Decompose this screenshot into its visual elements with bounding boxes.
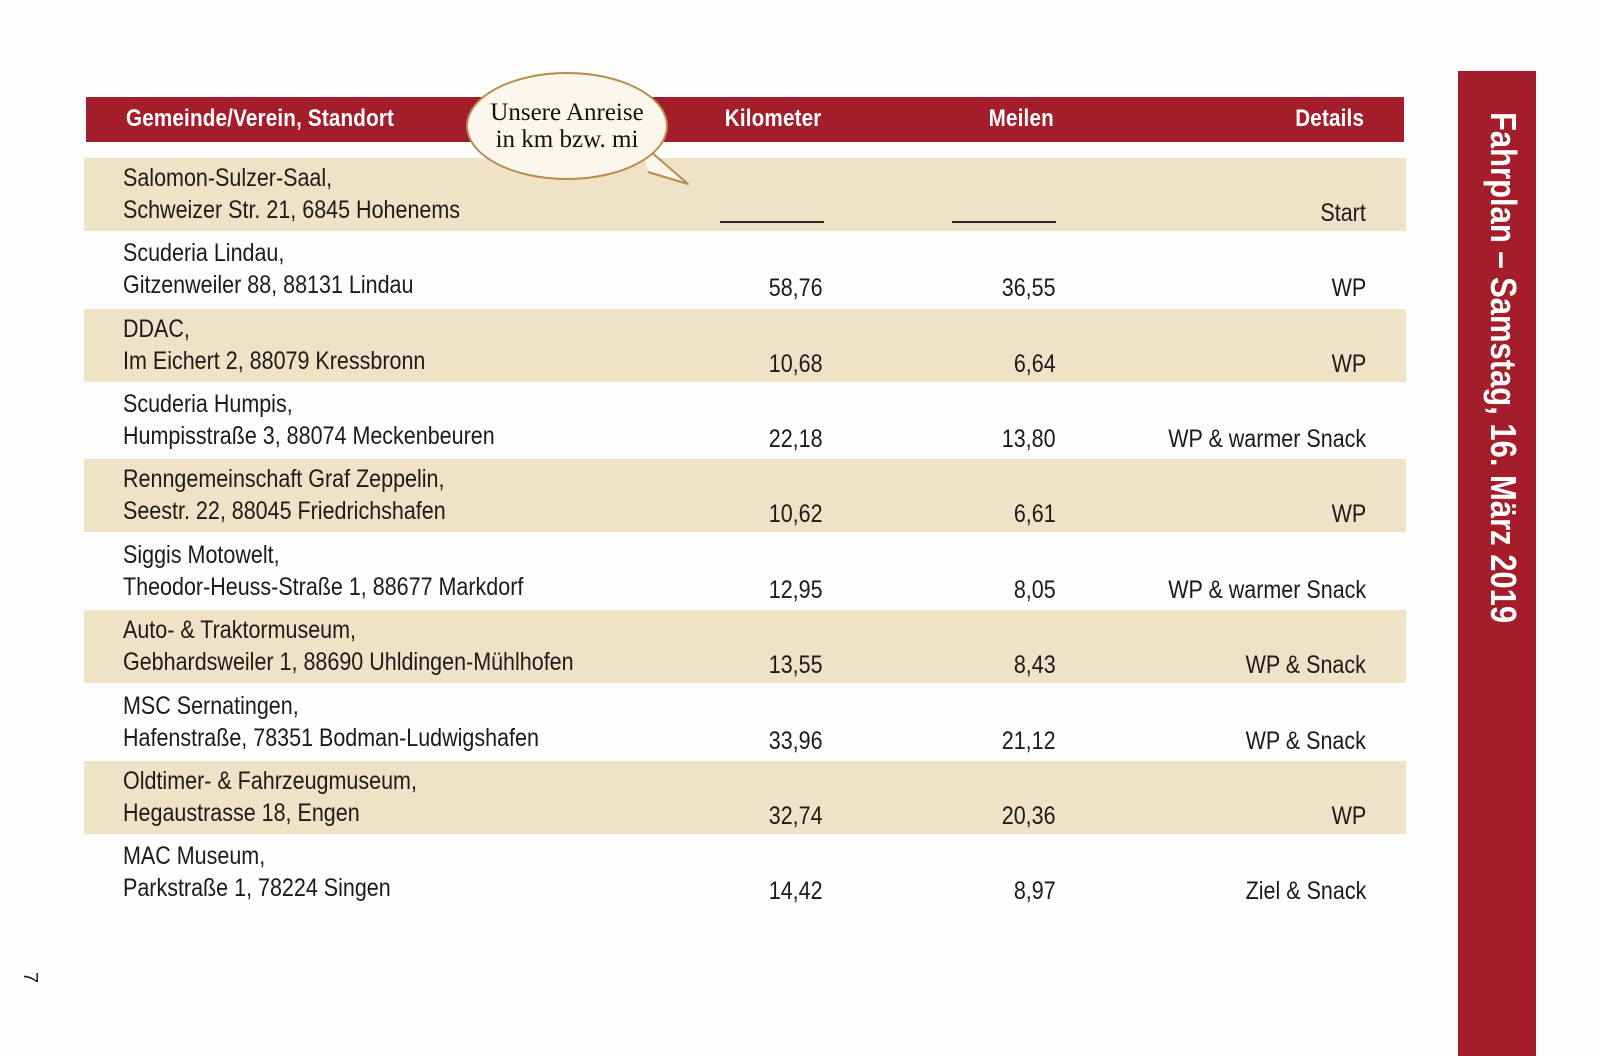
location-address: Humpisstraße 3, 88074 Meckenbeuren: [123, 422, 495, 450]
table-row: [84, 158, 1406, 231]
location-cell: [123, 690, 539, 754]
location-address: Im Eichert 2, 88079 Kressbronn: [123, 347, 426, 375]
details-cell: WP: [1331, 350, 1366, 378]
kilometer-cell: 22,18: [769, 425, 823, 453]
blank-kilometer-line: [720, 221, 824, 223]
kilometer-cell: 33,96: [769, 727, 823, 755]
details-cell: WP & warmer Snack: [1168, 425, 1366, 453]
kilometer-cell: 58,76: [769, 274, 823, 302]
table-header: [86, 97, 1404, 142]
header-details: Details: [1295, 105, 1364, 132]
table-row: [84, 459, 1406, 532]
location-address: Theodor-Heuss-Straße 1, 88677 Markdorf: [123, 573, 524, 601]
location-name: Oldtimer- & Fahrzeugmuseum,: [123, 767, 417, 795]
location-address: Schweizer Str. 21, 6845 Hohenems: [123, 196, 461, 224]
location-name: Salomon-Sulzer-Saal,: [123, 164, 333, 192]
location-cell: [123, 313, 425, 377]
miles-cell: 8,97: [1014, 877, 1056, 905]
location-cell: [123, 840, 391, 904]
kilometer-cell: 13,55: [769, 651, 823, 679]
details-cell: WP: [1331, 802, 1366, 830]
location-name: MSC Sernatingen,: [123, 692, 299, 720]
table-row: [84, 535, 1406, 608]
miles-cell: 20,36: [1002, 802, 1056, 830]
miles-cell: 8,43: [1014, 651, 1056, 679]
table-row: [84, 686, 1406, 759]
table-row: [84, 761, 1406, 834]
location-name: Scuderia Humpis,: [123, 390, 293, 418]
miles-cell: 21,12: [1002, 727, 1056, 755]
location-address: Hafenstraße, 78351 Bodman-Ludwigshafen: [123, 724, 539, 752]
details-cell: Ziel & Snack: [1245, 877, 1366, 905]
details-cell: WP & warmer Snack: [1168, 576, 1366, 604]
header-location: Gemeinde/Verein, Standort: [126, 105, 395, 132]
kilometer-cell: 32,74: [769, 802, 823, 830]
location-cell: [123, 765, 417, 829]
bubble-line-2: in km bzw. mi: [495, 126, 639, 153]
table-row: [84, 309, 1406, 382]
table-row: [84, 836, 1406, 909]
details-cell: WP & Snack: [1245, 651, 1366, 679]
miles-cell: 36,55: [1002, 274, 1056, 302]
details-cell: WP: [1331, 500, 1366, 528]
miles-cell: 13,80: [1002, 425, 1056, 453]
location-cell: [123, 539, 523, 603]
table-row: [84, 233, 1406, 306]
location-name: Siggis Motowelt,: [123, 541, 280, 569]
location-name: Auto- & Traktormuseum,: [123, 616, 357, 644]
location-cell: [123, 237, 413, 301]
page-number: 7: [19, 971, 42, 984]
location-address: Seestr. 22, 88045 Friedrichshafen: [123, 497, 446, 525]
details-cell: Start: [1320, 199, 1366, 227]
location-cell: [123, 463, 446, 527]
speech-bubble: [466, 72, 668, 180]
location-address: Gitzenweiler 88, 88131 Lindau: [123, 271, 414, 299]
location-address: Hegaustrasse 18, Engen: [123, 799, 360, 827]
kilometer-cell: 14,42: [769, 877, 823, 905]
location-cell: [123, 162, 460, 226]
header-kilometer: Kilometer: [724, 105, 821, 132]
side-title: Fahrplan – Samstag, 16. März 2019: [1483, 112, 1524, 624]
location-name: DDAC,: [123, 315, 190, 343]
kilometer-cell: 10,62: [769, 500, 823, 528]
table-row: [84, 384, 1406, 457]
location-address: Gebhardsweiler 1, 88690 Uhldingen-Mühlhofen: [123, 648, 574, 676]
details-cell: WP & Snack: [1245, 727, 1366, 755]
blank-miles-line: [952, 221, 1056, 223]
miles-cell: 8,05: [1014, 576, 1056, 604]
header-miles: Meilen: [988, 105, 1054, 132]
bubble-line-1: Unsere Anreise: [490, 99, 644, 126]
location-name: Renngemeinschaft Graf Zeppelin,: [123, 465, 445, 493]
table-row: [84, 610, 1406, 683]
details-cell: WP: [1331, 274, 1366, 302]
location-cell: [123, 614, 574, 678]
kilometer-cell: 10,68: [769, 350, 823, 378]
location-name: Scuderia Lindau,: [123, 239, 285, 267]
miles-cell: 6,61: [1014, 500, 1056, 528]
kilometer-cell: 12,95: [769, 576, 823, 604]
location-cell: [123, 388, 495, 452]
location-address: Parkstraße 1, 78224 Singen: [123, 874, 391, 902]
miles-cell: 6,64: [1014, 350, 1056, 378]
location-name: MAC Museum,: [123, 842, 266, 870]
